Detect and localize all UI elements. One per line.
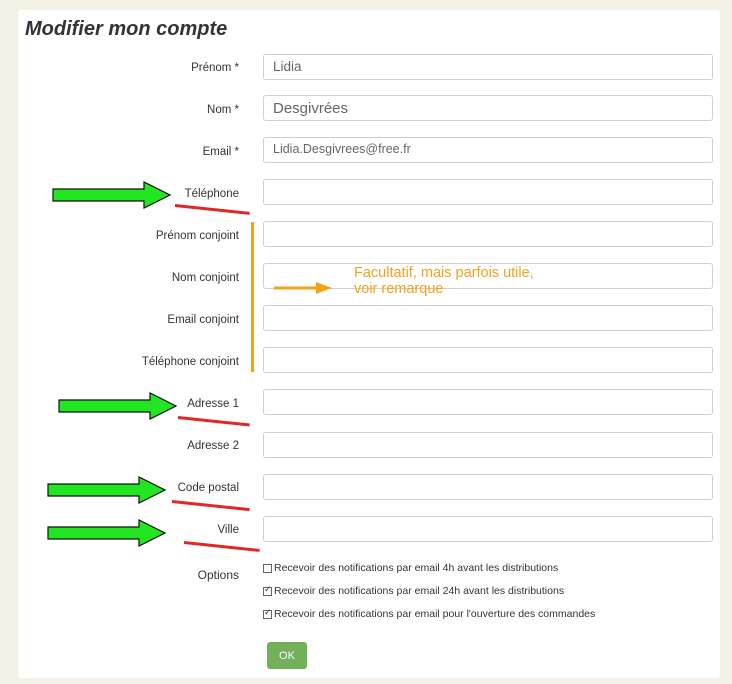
option-24h[interactable]	[263, 585, 564, 597]
telephone-input[interactable]	[263, 179, 713, 205]
adresse-2-input[interactable]	[263, 432, 713, 458]
nom-input[interactable]: Desgivrées	[263, 95, 713, 121]
option-4h-label: Recevoir des notifications par email 4h avant les distributions	[274, 562, 559, 574]
label-ville: Ville	[217, 524, 239, 536]
checkbox-24h[interactable]	[263, 587, 272, 596]
adresse-1-input[interactable]	[263, 389, 713, 415]
code-postal-input[interactable]	[263, 474, 713, 500]
orange-bracket	[251, 222, 254, 372]
email-conjoint-input[interactable]	[263, 305, 713, 331]
label-nom: Nom *	[207, 104, 239, 116]
label-prenom-conjoint: Prénom conjoint	[155, 230, 239, 242]
prenom-conjoint-input[interactable]	[263, 221, 713, 247]
ok-button[interactable]: OK	[267, 642, 307, 669]
label-telephone: Téléphone	[184, 188, 239, 200]
optional-note	[354, 265, 534, 297]
green-arrow-icon	[58, 392, 178, 420]
prenom-input[interactable]: Lidia	[263, 54, 713, 80]
ville-input[interactable]	[263, 516, 713, 542]
options-label: Options	[197, 568, 239, 582]
green-arrow-icon	[52, 181, 172, 209]
label-code-postal: Code postal	[177, 482, 239, 494]
checkbox-4h[interactable]	[263, 564, 272, 573]
label-adresse-2: Adresse 2	[187, 440, 239, 452]
option-ouverture[interactable]	[263, 608, 595, 620]
label-email-conjoint: Email conjoint	[167, 314, 239, 326]
label-email: Email *	[202, 146, 239, 158]
checkbox-ouverture[interactable]	[263, 610, 272, 619]
green-arrow-icon	[47, 476, 167, 504]
telephone-conjoint-input[interactable]	[263, 347, 713, 373]
page-title: Modifier mon compte	[25, 18, 228, 40]
label-nom-conjoint: Nom conjoint	[171, 272, 239, 284]
option-24h-label: Recevoir des notifications par email 24h avant les distributions	[274, 585, 565, 597]
optional-note-line-2: voir remarque	[354, 281, 444, 297]
green-arrow-icon	[47, 519, 167, 547]
label-telephone-conjoint: Téléphone conjoint	[141, 356, 239, 368]
label-adresse-1: Adresse 1	[187, 398, 239, 410]
option-4h[interactable]	[263, 562, 558, 574]
optional-note-line-1: Facultatif, mais parfois utile,	[354, 265, 534, 281]
option-ouverture-label: Recevoir des notifications par email pour l'ouverture des commandes	[274, 608, 596, 620]
email-input[interactable]: Lidia.Desgivrees@free.fr	[263, 137, 713, 163]
orange-arrow-icon	[274, 280, 334, 296]
label-prenom: Prénom *	[191, 62, 239, 74]
